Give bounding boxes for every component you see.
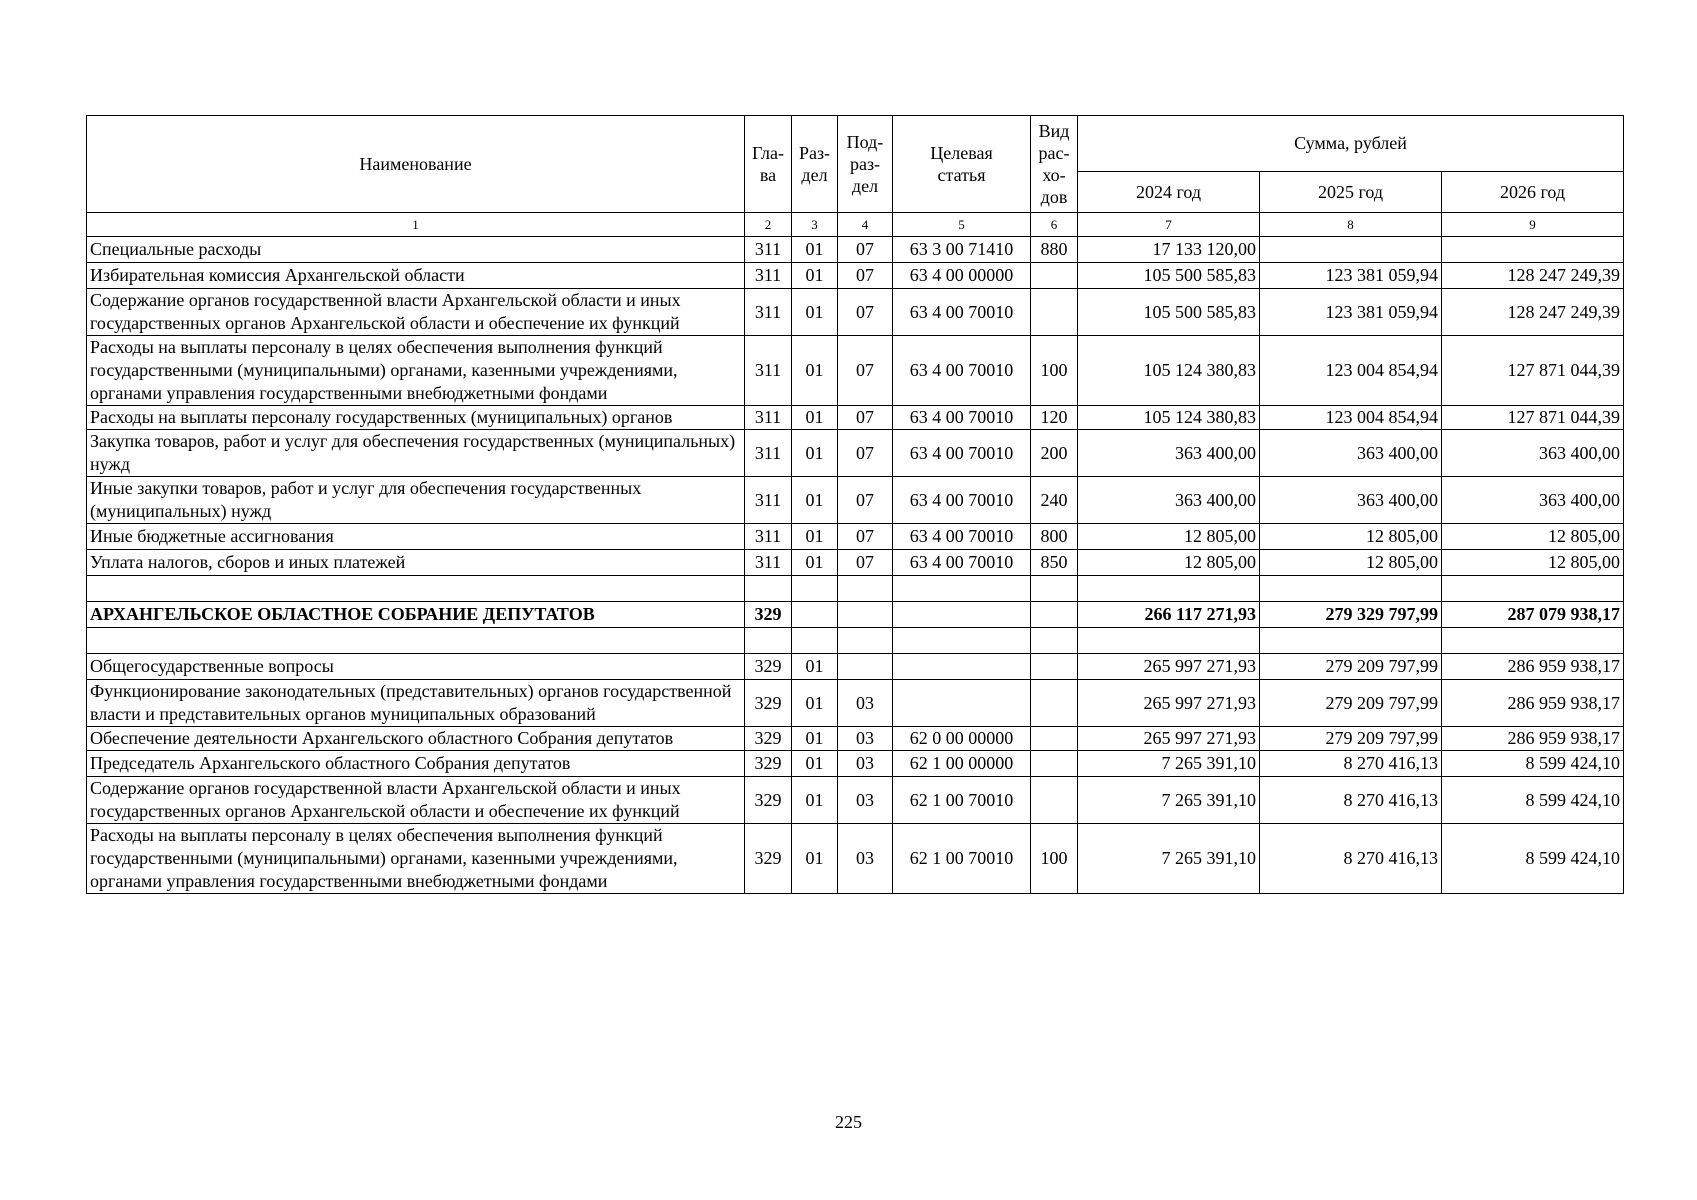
cell-vid [1031, 654, 1078, 680]
cell-vid: 200 [1031, 430, 1078, 477]
cell-2025 [1260, 576, 1442, 602]
cell-razdel [792, 628, 838, 654]
cell-2025: 279 209 797,99 [1260, 654, 1442, 680]
cell-2024: 105 124 380,83 [1078, 336, 1260, 406]
table-row [87, 289, 1624, 336]
cell-razdel: 01 [792, 524, 838, 550]
cell-podrazdel: 07 [838, 477, 893, 524]
cell-celevaya [893, 602, 1031, 628]
header-glava [745, 116, 792, 213]
cell-vid: 120 [1031, 406, 1078, 430]
cell-podrazdel: 03 [838, 751, 893, 777]
table-row [87, 430, 1624, 477]
header-podrazdel [838, 116, 893, 213]
header-razdel-line: Раз- [798, 143, 831, 163]
cell-2026 [1442, 576, 1624, 602]
cell-2026: 8 599 424,10 [1442, 751, 1624, 777]
table-row [87, 524, 1624, 550]
header-year-2024: 2024 год [1078, 172, 1260, 213]
cell-2024: 265 997 271,93 [1078, 727, 1260, 751]
cell-name: Обеспечение деятельности Архангельского областного Собрания депутатов [87, 727, 745, 751]
header-vid-line: рас- [1038, 143, 1070, 163]
column-index: 4 [838, 213, 893, 237]
table-row-section-total [87, 602, 1624, 628]
column-index: 3 [792, 213, 838, 237]
cell-glava [745, 576, 792, 602]
cell-2025: 279 209 797,99 [1260, 680, 1442, 727]
cell-razdel: 01 [792, 430, 838, 477]
cell-2024: 7 265 391,10 [1078, 824, 1260, 894]
header-row-top [87, 116, 1624, 172]
cell-2025 [1260, 237, 1442, 263]
cell-2025: 363 400,00 [1260, 477, 1442, 524]
cell-name: Функционирование законодательных (представительных) органов государственной власти и представительных органов муниципальных образований [87, 680, 745, 727]
page-number: 225 [835, 1112, 862, 1132]
cell-2025: 123 004 854,94 [1260, 336, 1442, 406]
cell-razdel: 01 [792, 777, 838, 824]
cell-2024: 7 265 391,10 [1078, 777, 1260, 824]
header-summa: Сумма, рублей [1078, 116, 1624, 172]
cell-vid [1031, 576, 1078, 602]
cell-2024: 12 805,00 [1078, 524, 1260, 550]
cell-name: Закупка товаров, работ и услуг для обеспечения государственных (муниципальных) нужд [87, 430, 745, 477]
cell-glava: 329 [745, 727, 792, 751]
cell-podrazdel: 07 [838, 237, 893, 263]
cell-glava: 311 [745, 477, 792, 524]
cell-podrazdel [838, 576, 893, 602]
cell-podrazdel: 03 [838, 777, 893, 824]
cell-podrazdel: 07 [838, 263, 893, 289]
header-glava-line: ва [759, 165, 777, 185]
cell-vid [1031, 680, 1078, 727]
header-index-row [87, 213, 1624, 237]
cell-glava: 311 [745, 336, 792, 406]
cell-vid: 850 [1031, 550, 1078, 576]
cell-2024: 266 117 271,93 [1078, 602, 1260, 628]
table-row [87, 777, 1624, 824]
cell-podrazdel: 07 [838, 336, 893, 406]
cell-vid: 240 [1031, 477, 1078, 524]
cell-name: Председатель Архангельского областного Собрания депутатов [87, 751, 745, 777]
budget-table [86, 115, 1624, 894]
cell-vid: 100 [1031, 824, 1078, 894]
cell-glava: 311 [745, 406, 792, 430]
cell-celevaya [893, 576, 1031, 602]
cell-razdel: 01 [792, 263, 838, 289]
cell-podrazdel: 07 [838, 406, 893, 430]
cell-2026: 127 871 044,39 [1442, 336, 1624, 406]
cell-glava: 329 [745, 824, 792, 894]
cell-vid: 800 [1031, 524, 1078, 550]
cell-vid [1031, 727, 1078, 751]
table-body [87, 237, 1624, 894]
cell-podrazdel: 03 [838, 680, 893, 727]
header-celevaya [893, 116, 1031, 213]
cell-2026 [1442, 237, 1624, 263]
cell-podrazdel: 07 [838, 550, 893, 576]
cell-2025: 8 270 416,13 [1260, 777, 1442, 824]
table-row [87, 237, 1624, 263]
cell-2025: 8 270 416,13 [1260, 824, 1442, 894]
cell-vid [1031, 263, 1078, 289]
column-index: 9 [1442, 213, 1624, 237]
column-index: 2 [745, 213, 792, 237]
header-podrazdel-line: Под- [846, 132, 884, 152]
cell-2024: 105 500 585,83 [1078, 263, 1260, 289]
cell-name [87, 576, 745, 602]
cell-name: Уплата налогов, сборов и иных платежей [87, 550, 745, 576]
cell-celevaya [893, 628, 1031, 654]
cell-2026: 286 959 938,17 [1442, 727, 1624, 751]
cell-vid [1031, 777, 1078, 824]
cell-podrazdel [838, 628, 893, 654]
cell-celevaya: 63 3 00 71410 [893, 237, 1031, 263]
cell-2024: 363 400,00 [1078, 477, 1260, 524]
cell-podrazdel: 03 [838, 727, 893, 751]
cell-celevaya: 62 1 00 00000 [893, 751, 1031, 777]
cell-2026: 128 247 249,39 [1442, 263, 1624, 289]
cell-podrazdel [838, 654, 893, 680]
cell-name: Общегосударственные вопросы [87, 654, 745, 680]
cell-celevaya [893, 680, 1031, 727]
cell-2025 [1260, 628, 1442, 654]
header-razdel [792, 116, 838, 213]
cell-glava: 329 [745, 777, 792, 824]
cell-razdel: 01 [792, 751, 838, 777]
cell-celevaya: 63 4 00 70010 [893, 289, 1031, 336]
header-year-2025: 2025 год [1260, 172, 1442, 213]
cell-2025: 279 329 797,99 [1260, 602, 1442, 628]
cell-glava [745, 628, 792, 654]
cell-celevaya: 63 4 00 70010 [893, 524, 1031, 550]
table-row [87, 824, 1624, 894]
cell-2026: 363 400,00 [1442, 430, 1624, 477]
header-vid-line: Вид [1038, 121, 1070, 141]
header-celevaya-line: Целевая [930, 143, 993, 163]
cell-2025: 12 805,00 [1260, 524, 1442, 550]
cell-2024 [1078, 628, 1260, 654]
cell-vid: 100 [1031, 336, 1078, 406]
cell-2026 [1442, 628, 1624, 654]
cell-glava: 311 [745, 430, 792, 477]
cell-glava: 311 [745, 237, 792, 263]
cell-2024: 17 133 120,00 [1078, 237, 1260, 263]
header-vid-line: хо- [1042, 165, 1066, 185]
cell-2026: 363 400,00 [1442, 477, 1624, 524]
cell-podrazdel: 03 [838, 824, 893, 894]
cell-razdel: 01 [792, 727, 838, 751]
cell-celevaya: 63 4 00 70010 [893, 336, 1031, 406]
cell-glava: 311 [745, 289, 792, 336]
cell-2026: 12 805,00 [1442, 550, 1624, 576]
cell-glava: 329 [745, 602, 792, 628]
header-podrazdel-line: дел [851, 176, 879, 196]
cell-name: Избирательная комиссия Архангельской области [87, 263, 745, 289]
cell-2026: 8 599 424,10 [1442, 824, 1624, 894]
table-row [87, 263, 1624, 289]
cell-2024 [1078, 576, 1260, 602]
cell-glava: 311 [745, 550, 792, 576]
cell-2025: 123 381 059,94 [1260, 263, 1442, 289]
table-row [87, 477, 1624, 524]
cell-2026: 286 959 938,17 [1442, 680, 1624, 727]
cell-razdel [792, 576, 838, 602]
cell-2025: 8 270 416,13 [1260, 751, 1442, 777]
cell-name: Иные бюджетные ассигнования [87, 524, 745, 550]
cell-2024: 265 997 271,93 [1078, 680, 1260, 727]
cell-celevaya: 62 1 00 70010 [893, 824, 1031, 894]
cell-vid [1031, 602, 1078, 628]
cell-celevaya: 63 4 00 70010 [893, 550, 1031, 576]
table-row [87, 680, 1624, 727]
column-index: 7 [1078, 213, 1260, 237]
column-index: 1 [87, 213, 745, 237]
cell-2025: 12 805,00 [1260, 550, 1442, 576]
cell-2025: 279 209 797,99 [1260, 727, 1442, 751]
table-row [87, 727, 1624, 751]
header-vid-line: дов [1040, 187, 1068, 207]
cell-name: Содержание органов государственной власти Архангельской области и иных государственных органов Архангельской области и обеспечение их функций [87, 777, 745, 824]
table-row [87, 751, 1624, 777]
cell-name: АРХАНГЕЛЬСКОЕ ОБЛАСТНОЕ СОБРАНИЕ ДЕПУТАТОВ [87, 602, 745, 628]
cell-2024: 12 805,00 [1078, 550, 1260, 576]
cell-name [87, 628, 745, 654]
cell-name: Расходы на выплаты персоналу в целях обеспечения выполнения функций государственными (муниципальными) органами, казенными учреждениями, органами управления государственными внебюджетными фондами [87, 824, 745, 894]
cell-2026: 8 599 424,10 [1442, 777, 1624, 824]
cell-2025: 123 381 059,94 [1260, 289, 1442, 336]
cell-razdel: 01 [792, 237, 838, 263]
column-index: 8 [1260, 213, 1442, 237]
cell-razdel: 01 [792, 406, 838, 430]
cell-2026: 286 959 938,17 [1442, 654, 1624, 680]
header-celevaya-line: статья [937, 165, 986, 185]
cell-2024: 105 124 380,83 [1078, 406, 1260, 430]
cell-celevaya: 63 4 00 70010 [893, 477, 1031, 524]
cell-vid: 880 [1031, 237, 1078, 263]
cell-glava: 329 [745, 751, 792, 777]
cell-vid [1031, 289, 1078, 336]
cell-razdel [792, 602, 838, 628]
header-year-2026: 2026 год [1442, 172, 1624, 213]
cell-2026: 127 871 044,39 [1442, 406, 1624, 430]
cell-celevaya [893, 654, 1031, 680]
table-row-empty [87, 628, 1624, 654]
cell-podrazdel [838, 602, 893, 628]
header-glava-line: Гла- [751, 143, 785, 163]
cell-glava: 329 [745, 654, 792, 680]
cell-2024: 265 997 271,93 [1078, 654, 1260, 680]
column-index: 5 [893, 213, 1031, 237]
cell-2025: 123 004 854,94 [1260, 406, 1442, 430]
cell-2025: 363 400,00 [1260, 430, 1442, 477]
cell-razdel: 01 [792, 336, 838, 406]
cell-vid [1031, 628, 1078, 654]
cell-celevaya: 62 0 00 00000 [893, 727, 1031, 751]
header-podrazdel-line: раз- [849, 154, 881, 174]
table-row-empty [87, 576, 1624, 602]
cell-2024: 105 500 585,83 [1078, 289, 1260, 336]
cell-glava: 329 [745, 680, 792, 727]
header-name: Наименование [87, 116, 745, 213]
header-razdel-line: дел [801, 165, 828, 185]
column-index: 6 [1031, 213, 1078, 237]
cell-celevaya: 62 1 00 70010 [893, 777, 1031, 824]
cell-razdel: 01 [792, 550, 838, 576]
cell-glava: 311 [745, 524, 792, 550]
cell-celevaya: 63 4 00 70010 [893, 430, 1031, 477]
table-row [87, 406, 1624, 430]
cell-name: Расходы на выплаты персоналу в целях обеспечения выполнения функций государственными (муниципальными) органами, казенными учреждениями, органами управления государственными внебюджетными фондами [87, 336, 745, 406]
cell-glava: 311 [745, 263, 792, 289]
table-row [87, 336, 1624, 406]
cell-podrazdel: 07 [838, 430, 893, 477]
cell-podrazdel: 07 [838, 524, 893, 550]
cell-name: Специальные расходы [87, 237, 745, 263]
cell-name: Расходы на выплаты персоналу государственных (муниципальных) органов [87, 406, 745, 430]
cell-razdel: 01 [792, 477, 838, 524]
cell-2026: 287 079 938,17 [1442, 602, 1624, 628]
header-vid [1031, 116, 1078, 213]
cell-name: Содержание органов государственной власти Архангельской области и иных государственных органов Архангельской области и обеспечение их функций [87, 289, 745, 336]
cell-razdel: 01 [792, 824, 838, 894]
cell-celevaya: 63 4 00 00000 [893, 263, 1031, 289]
cell-razdel: 01 [792, 680, 838, 727]
cell-podrazdel: 07 [838, 289, 893, 336]
cell-name: Иные закупки товаров, работ и услуг для обеспечения государственных (муниципальных) нужд [87, 477, 745, 524]
cell-2024: 363 400,00 [1078, 430, 1260, 477]
cell-celevaya: 63 4 00 70010 [893, 406, 1031, 430]
table-row [87, 654, 1624, 680]
cell-vid [1031, 751, 1078, 777]
cell-razdel: 01 [792, 289, 838, 336]
cell-2024: 7 265 391,10 [1078, 751, 1260, 777]
cell-razdel: 01 [792, 654, 838, 680]
cell-2026: 128 247 249,39 [1442, 289, 1624, 336]
cell-2026: 12 805,00 [1442, 524, 1624, 550]
table-row [87, 550, 1624, 576]
